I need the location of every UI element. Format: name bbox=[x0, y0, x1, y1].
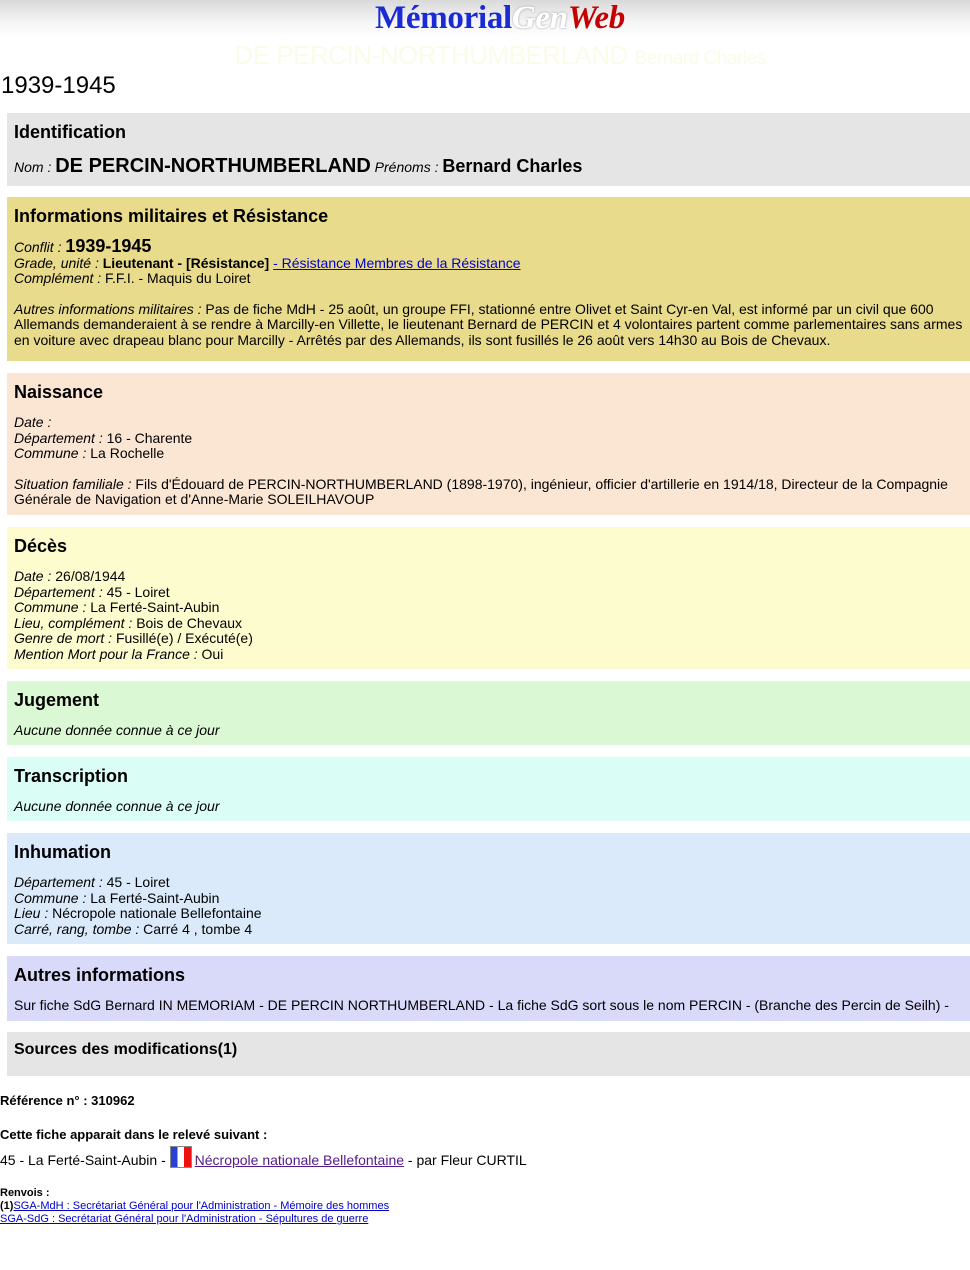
section-title: Identification bbox=[14, 122, 126, 142]
section-title: Naissance bbox=[14, 382, 104, 402]
grade-value: Lieutenant - [Résistance] bbox=[102, 254, 270, 271]
resistance-members-link[interactable]: - Résistance Membres de la Résistance bbox=[273, 254, 521, 271]
section-title: Autres informations bbox=[14, 965, 186, 985]
transcription-section bbox=[7, 757, 970, 821]
renvoi-2 bbox=[0, 1213, 368, 1226]
transcription-text: Aucune donnée connue à ce jour bbox=[14, 798, 220, 814]
birth-department: 16 - Charente bbox=[106, 429, 193, 446]
site-logo[interactable]: MémorialGenWeb bbox=[375, 0, 625, 36]
section-title: Informations militaires et Résistance bbox=[14, 206, 329, 226]
releve-heading: Cette fiche apparait dans le relevé suivant : bbox=[0, 1127, 268, 1142]
death-place: Bois de Chevaux bbox=[136, 614, 243, 631]
death-date: 26/08/1944 bbox=[55, 568, 126, 584]
military-section: Informations militaires et Résistance Conflit : 1939-1945 Grade, unité : Lieutenant - [Résistance] - Résistance Membres de la Résistance Complément : F.F.I. - Maquis du Loiret Autres informations militaires : Pas de fiche MdH - 25 août, un groupe FFI, stationné entre Olivet et Saint Cyr-en Val, est informé par un civil que 600 Allemands demanderaient à se rendre à Marcilly-en Villette, le lieutenant Bernard de PERCIN et 4 volontaires partent comme parlementaires sans armes en voiture avec drapeau blanc pour Marcilly - Arrêtés par des Allemands, ils sont fusillés le 26 août vers 14h30 au Bois de Chevaux. bbox=[7, 197, 970, 361]
section-title: Transcription bbox=[14, 766, 129, 786]
first-names: Bernard Charles bbox=[442, 156, 583, 176]
renvoi-1: (1)SGA-MdH : Secrétariat Général pour l'Administration - Mémoire des hommes bbox=[0, 1200, 390, 1212]
other-info-text: Sur fiche SdG Bernard IN MEMORIAM - DE PERCIN NORTHUMBERLAND - La fiche SdG sort sous le nom PERCIN - (Branche des Percin de Seilh) - bbox=[14, 997, 949, 1013]
page-title-ghost: DE PERCIN-NORTHUMBERLAND Bernard Charles bbox=[234, 40, 766, 70]
identification-section: Identification Nom : DE PERCIN-NORTHUMBERLAND Prénoms : Bernard Charles bbox=[7, 113, 970, 186]
other-military-info: Pas de fiche MdH - 25 août, un groupe FFI, stationné entre Olivet et Saint Cyr-en Val, est informé par un civil que 600 Allemands demanderaient à se rendre à Marcilly-en Villette, le lieutenant Bernard de PERCIN et 4 volontaires partent comme parlementaires sans armes en voiture avec drapeau blanc pour Marcilly - Arrêtés par des Allemands, ils sont fusillés le 26 août vers 14h30 au Bois de Chevaux. bbox=[14, 300, 963, 348]
reference-number: Référence n° : 310962 bbox=[0, 1093, 135, 1108]
necropole-link[interactable]: Nécropole nationale Bellefontaine bbox=[194, 1152, 405, 1168]
conflict-value: 1939-1945 bbox=[65, 236, 152, 256]
sga-sdg-link[interactable]: SGA-SdG : Secrétariat Général pour l'Administration - Sépultures de guerre bbox=[0, 1213, 369, 1225]
section-title: Décès bbox=[14, 536, 68, 556]
death-department: 45 - Loiret bbox=[106, 583, 170, 600]
death-commune: La Ferté-Saint-Aubin bbox=[90, 599, 220, 616]
french-flag-icon bbox=[170, 1146, 192, 1168]
section-title: Sources des modifications(1) bbox=[14, 1041, 238, 1058]
judgement-section bbox=[7, 681, 970, 745]
family-situation: Fils d'Édouard de PERCIN-NORTHUMBERLAND (1898-1970), ingénieur, officier d'artillerie en 1914/18, Directeur de la Compagnie Générale de Navigation et d'Anne-Marie SOLEILHAVOUP bbox=[14, 475, 948, 508]
burial-commune: La Ferté-Saint-Aubin bbox=[90, 889, 220, 906]
burial-department: 45 - Loiret bbox=[106, 874, 170, 890]
mort-pour-la-france: Oui bbox=[201, 645, 224, 662]
renvois-label: Renvois : bbox=[0, 1187, 50, 1199]
last-name: DE PERCIN-NORTHUMBERLAND bbox=[55, 155, 371, 177]
birth-section: Naissance Date : Département : 16 - Charente Commune : La Rochelle Situation familiale : Fils d'Édouard de PERCIN-NORTHUMBERLAND (1898-1970), ingénieur, officier d'artillerie en 1914/18, Directeur de la Compagnie Générale de Navigation et d'Anne-Marie SOLEILHAVOUP bbox=[7, 373, 970, 515]
sga-mdh-link[interactable]: SGA-MdH : Secrétariat Général pour l'Administration - Mémoire des hommes bbox=[13, 1200, 390, 1212]
burial-place: Nécropole nationale Bellefontaine bbox=[52, 905, 262, 922]
burial-plot: Carré 4 , tombe 4 bbox=[143, 920, 253, 937]
death-section: Décès Date : 26/08/1944 Département : 45 - Loiret Commune : La Ferté-Saint-Aubin Lieu, complément : Bois de Chevaux Genre de mort : Fusillé(e) / Exécuté(e) Mention Mort pour la France : Oui bbox=[7, 527, 970, 669]
birth-commune: La Rochelle bbox=[90, 445, 165, 462]
sources-section bbox=[7, 1032, 970, 1076]
section-title: Inhumation bbox=[14, 842, 111, 862]
burial-section: Inhumation Département : 45 - Loiret Commune : La Ferté-Saint-Aubin Lieu : Nécropole nationale Bellefontaine Carré, rang, tombe : Carré 4 , tombe 4 bbox=[7, 833, 970, 944]
judgement-text: Aucune donnée connue à ce jour bbox=[14, 722, 220, 738]
page-title: 1939-1945 bbox=[1, 72, 116, 99]
section-title: Jugement bbox=[14, 690, 100, 710]
other-info-section bbox=[7, 956, 970, 1021]
complement-value: F.F.I. - Maquis du Loiret bbox=[105, 270, 251, 287]
releve-line: 45 - La Ferté-Saint-Aubin - Nécropole nationale Bellefontaine - par Fleur CURTIL bbox=[0, 1146, 527, 1173]
death-type: Fusillé(e) / Exécuté(e) bbox=[115, 630, 253, 647]
